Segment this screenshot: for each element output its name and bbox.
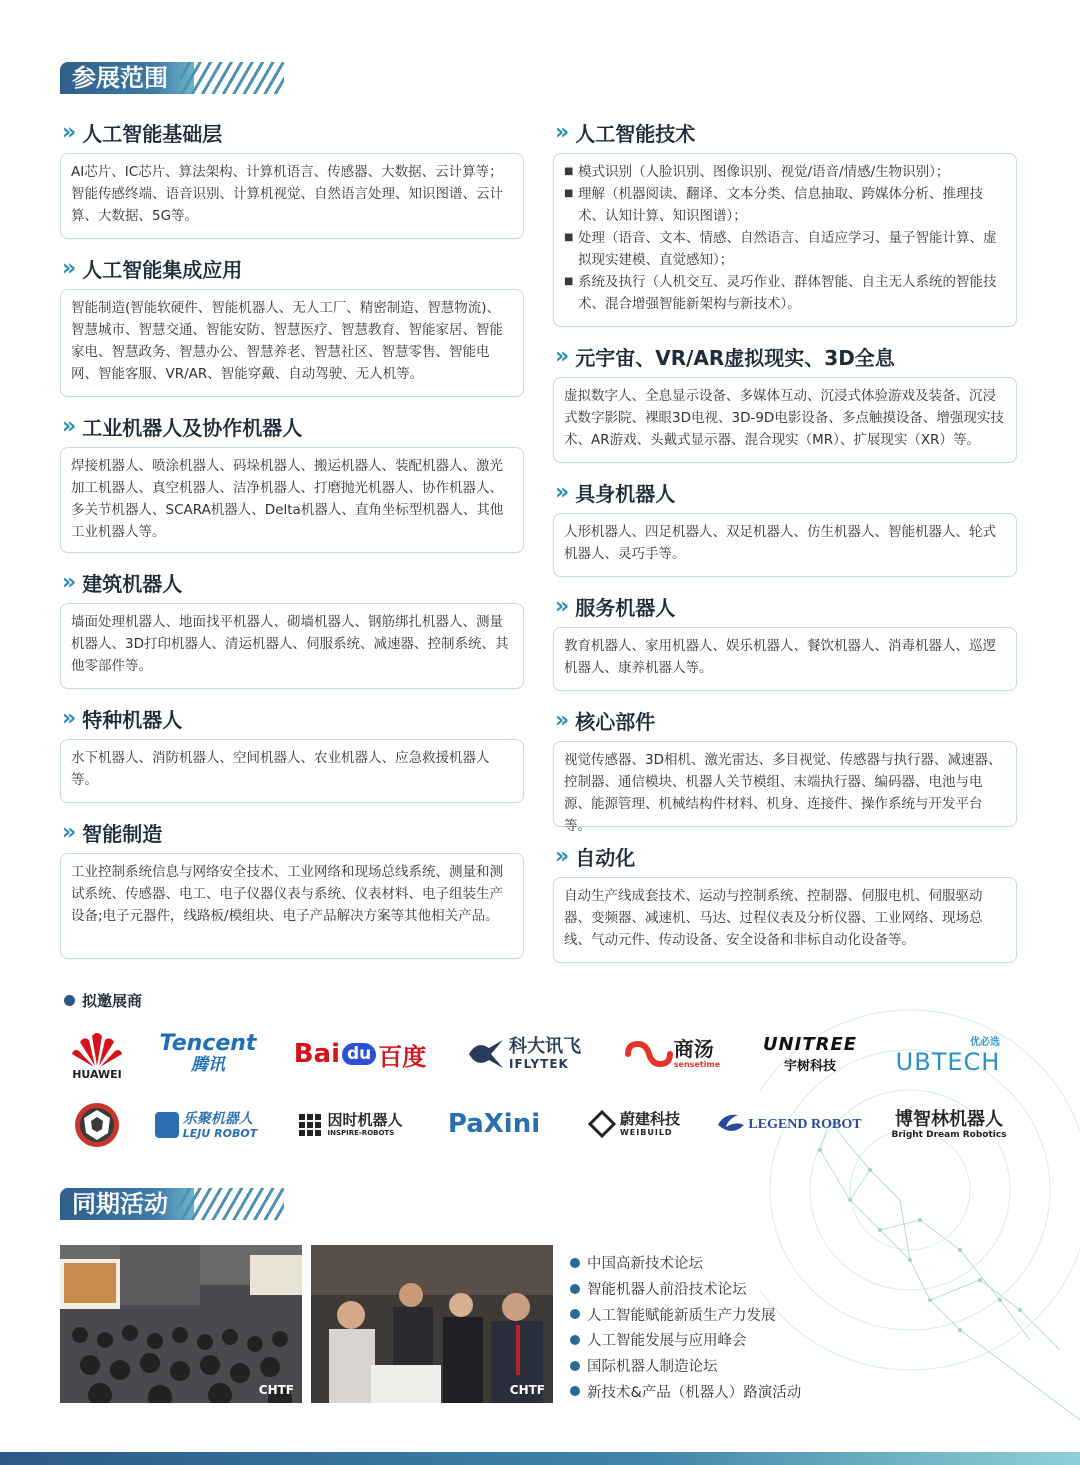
section-body: 视觉传感器、3D相机、激光雷达、多目视觉、传感器与执行器、减速器、控制器、通信模块、机器人关节模组、末端执行器、编码器、电池与电源、能源管理、机械结构件材料、机身、连接件、操作系统与开发平台等。 <box>553 741 1017 827</box>
event-item: 智能机器人前沿技术论坛 <box>570 1276 801 1302</box>
section-body: 自动生产线成套技术、运动与控制系统、控制器、伺服电机、伺服驱动器、变频器、减速机、马达、过程仪表及分析仪器、工业网络、现场总线、气动元件、传动设备、安全设备和非标自动化设备等。 <box>553 877 1017 963</box>
section-title: 自动化 <box>575 845 636 870</box>
section-ai-app <box>60 253 524 397</box>
legend-robot-mark-icon <box>716 1111 746 1139</box>
section-construction-robot <box>60 567 524 689</box>
bullet-icon <box>570 1335 580 1345</box>
bullet-icon <box>570 1309 580 1319</box>
section-body: 人形机器人、四足机器人、双足机器人、仿生机器人、智能机器人、轮式机器人、灵巧手等。 <box>553 513 1017 577</box>
chevron-icon: » <box>555 593 564 619</box>
logo-unitree: UNITREE 宇树科技 <box>762 1034 858 1074</box>
banner-scope <box>60 62 284 94</box>
banner-events-title: 同期活动 <box>60 1188 194 1220</box>
section-title: 人工智能技术 <box>575 121 696 146</box>
banner-stripes <box>180 62 284 94</box>
left-column <box>60 117 524 959</box>
event-item: 人工智能赋能新质生产力发展 <box>570 1301 801 1327</box>
banner-events <box>60 1188 284 1220</box>
logo-weibuild: 蔚建科技 WEIBUILD <box>578 1104 690 1144</box>
chevron-icon: » <box>555 707 564 733</box>
logo-ubtech: 优必选 UBTECH <box>895 1036 1001 1076</box>
section-title: 元宇宙、VR/AR虚拟现实、3D全息 <box>575 345 895 370</box>
logo-bright-dream: 博智林机器人 Bright Dream Robotics <box>891 1108 1007 1140</box>
bullet-icon <box>570 1386 580 1396</box>
huawei-flower-icon <box>70 1030 124 1068</box>
chevron-icon: » <box>555 343 564 369</box>
event-item: 国际机器人制造论坛 <box>570 1353 801 1379</box>
section-core-parts <box>553 705 1017 834</box>
forum-photo <box>60 1245 302 1403</box>
logo-sensetime: 商汤 sensetime <box>622 1032 722 1076</box>
invited-label-text: 拟邀展商 <box>82 992 143 1010</box>
list-item: ■ 模式识别（人脸识别、图像识别、视觉/语音/情感/生物识别）； <box>564 161 1006 183</box>
section-title: 特种机器人 <box>82 707 183 732</box>
list-item: ■ 理解（机器阅读、翻译、文本分类、信息抽取、跨媒体分析、推理技术、认知计算、知识图谱）； <box>564 183 1006 227</box>
section-ai-base <box>60 117 524 239</box>
robot-emblem-icon <box>73 1101 121 1149</box>
chevron-icon: » <box>555 843 564 869</box>
section-title: 人工智能基础层 <box>82 121 223 146</box>
forum-photo-image <box>60 1245 302 1403</box>
section-body: AI芯片、IC芯片、算法架构、计算机语言、传感器、大数据、云计算等；智能传感终端、语音识别、计算机视觉、自然语言处理、知识图谱、云计算、大数据、5G等。 <box>60 153 524 239</box>
chevron-icon: » <box>62 569 71 595</box>
right-column <box>553 117 1017 963</box>
section-title: 人工智能集成应用 <box>82 257 243 282</box>
reception-photo <box>311 1245 553 1403</box>
chevron-icon: » <box>62 705 71 731</box>
photo-tag: CHTF <box>509 1383 545 1397</box>
bullet-icon <box>570 1361 580 1371</box>
section-body: 工业控制系统信息与网络安全技术、工业网络和现场总线系统、测量和测试系统、传感器、电工、电子仪器仪表与系统、仪表材料、电子组装生产设备;电子元器件，线路板/模组块、电子产品解决方案等其他相关产品。 <box>60 853 524 959</box>
bullet-icon <box>64 995 75 1006</box>
logo-tencent: Tencent 腾讯 <box>159 1031 257 1075</box>
section-metaverse <box>553 341 1017 463</box>
section-special-robot <box>60 703 524 803</box>
event-item: 新技术&产品（机器人）路演活动 <box>570 1378 801 1404</box>
event-item: 人工智能发展与应用峰会 <box>570 1327 801 1353</box>
events-list <box>570 1250 801 1404</box>
section-body <box>553 153 1017 327</box>
section-title: 建筑机器人 <box>82 571 183 596</box>
section-body: 焊接机器人、喷涂机器人、码垛机器人、搬运机器人、装配机器人、激光加工机器人、真空机器人、洁净机器人、打磨抛光机器人、协作机器人、多关节机器人、SCARA机器人、Delta机器人、直角坐标型机器人、其他工业机器人等。 <box>60 447 524 553</box>
leju-mark-icon <box>155 1112 179 1138</box>
reception-photo-image <box>311 1245 553 1403</box>
section-title: 工业机器人及协作机器人 <box>82 415 303 440</box>
section-body: 虚拟数字人、全息显示设备、多媒体互动、沉浸式体验游戏及装备、沉浸式数字影院、裸眼3D电视、3D-9D电影设备、多点触摸设备、增强现实技术、AR游戏、头戴式显示器、混合现实（MR）、扩展现实（XR）等。 <box>553 377 1017 463</box>
section-service-robot <box>553 591 1017 691</box>
section-ai-tech <box>553 117 1017 327</box>
chevron-icon: » <box>62 255 71 281</box>
sensetime-mark-icon <box>624 1040 674 1068</box>
section-smart-manufacturing <box>60 817 524 959</box>
section-title: 智能制造 <box>82 821 163 846</box>
ai-tech-list <box>564 161 1006 315</box>
logo-inspire: 因时机器人 INSPIRE-ROBOTS <box>288 1106 414 1144</box>
section-title: 具身机器人 <box>575 481 676 506</box>
bullet-icon <box>570 1284 580 1294</box>
logo-robot-emblem <box>72 1100 122 1150</box>
logo-legend-robot: LEGEND ROBOT <box>714 1106 864 1144</box>
chevron-icon: » <box>62 413 71 439</box>
chevron-icon: » <box>62 119 71 145</box>
section-body: 智能制造(智能软硬件、智能机器人、无人工厂、精密制造、智慧物流)、智慧城市、智慧交通、智能安防、智慧医疗、智慧教育、智能家居、智能家电、智慧政务、智慧办公、智慧养老、智慧社区、智慧零售、智能电网、智能客服、VR/AR、智能穿戴、自动驾驶、无人机等。 <box>60 289 524 397</box>
photo-tag: CHTF <box>258 1383 294 1397</box>
iflytek-mark-icon <box>467 1038 505 1070</box>
section-body: 墙面处理机器人、地面找平机器人、砌墙机器人、钢筋绑扎机器人、测量机器人、3D打印机器人、清运机器人、伺服系统、减速器、控制系统、其他零部件等。 <box>60 603 524 689</box>
section-embodied-robot <box>553 477 1017 577</box>
section-title: 服务机器人 <box>575 595 676 620</box>
weibuild-mark-icon <box>588 1110 616 1138</box>
logo-iflytek: 科大讯飞 IFLYTEK <box>460 1032 588 1076</box>
section-industrial-robot <box>60 411 524 553</box>
logo-paxini: PaXini <box>447 1109 541 1139</box>
list-item: ■ 处理（语音、文本、情感、自然语言、自适应学习、量子智能计算、虚拟现实建模、直觉感知）； <box>564 227 1006 271</box>
section-body: 教育机器人、家用机器人、娱乐机器人、餐饮机器人、消毒机器人、巡逻机器人、康养机器人等。 <box>553 627 1017 691</box>
section-automation <box>553 841 1017 963</box>
logo-baidu: Bai du 百度 <box>293 1039 427 1071</box>
inspire-grid-icon <box>299 1114 321 1136</box>
event-item: 中国高新技术论坛 <box>570 1250 801 1276</box>
banner-stripes <box>180 1188 284 1220</box>
chevron-icon: » <box>555 119 564 145</box>
chevron-icon: » <box>555 479 564 505</box>
bottom-bar <box>0 1452 1080 1465</box>
logo-huawei: HUAWEI <box>64 1025 130 1085</box>
logo-leju: 乐聚机器人 LEJU ROBOT <box>152 1106 260 1144</box>
bullet-icon <box>570 1258 580 1268</box>
invited-exhibitors-label <box>64 990 142 1011</box>
list-item: ■ 系统及执行（人机交互、灵巧作业、群体智能、自主无人系统的智能技术、混合增强智能新架构与新技术）。 <box>564 271 1006 315</box>
section-title: 核心部件 <box>575 709 656 734</box>
banner-scope-title: 参展范围 <box>60 62 194 94</box>
chevron-icon: » <box>62 819 71 845</box>
section-body: 水下机器人、消防机器人、空间机器人、农业机器人、应急救援机器人等。 <box>60 739 524 803</box>
